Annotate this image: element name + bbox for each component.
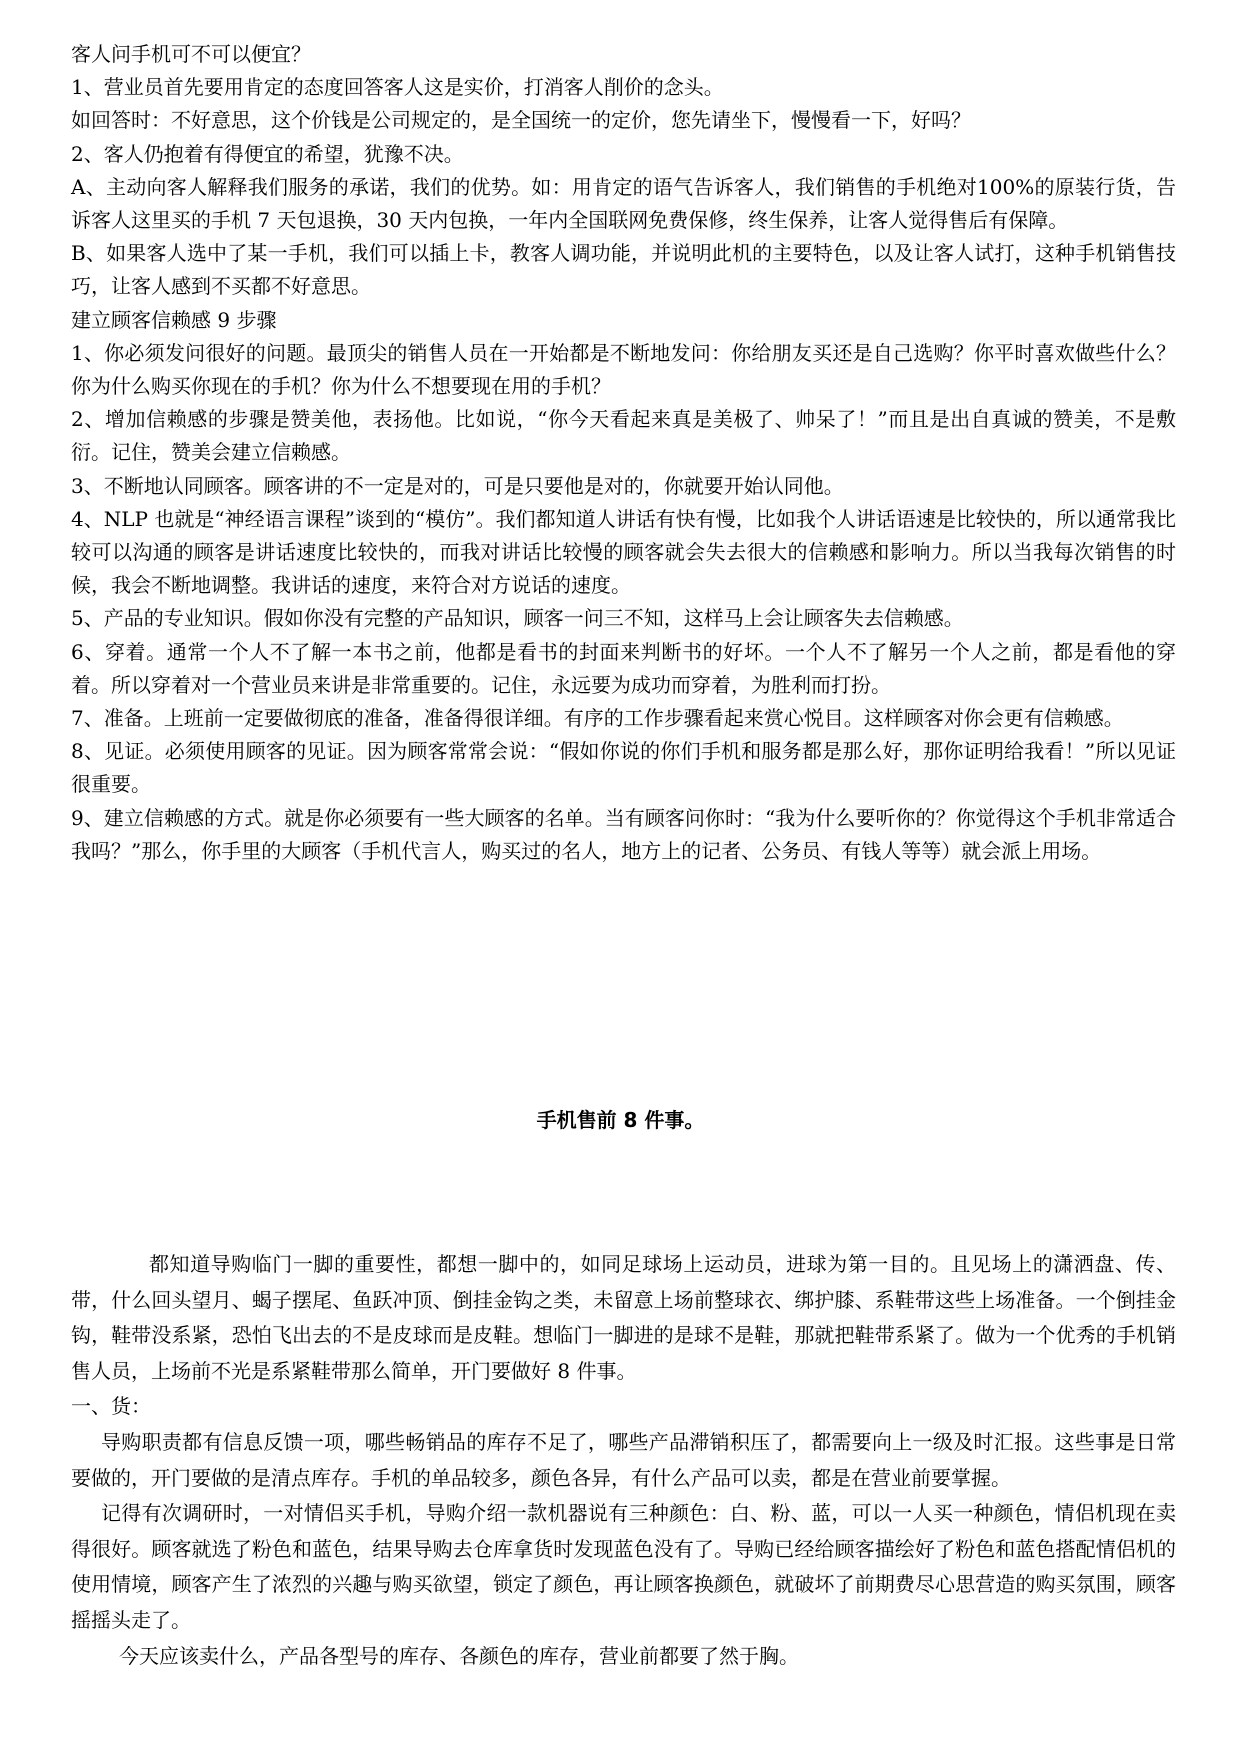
paragraph: 导购职责都有信息反馈一项，哪些畅销品的库存不足了，哪些产品滞销积压了，都需要向上一级及时汇报。这些事是日常要做的，开门要做的是清点库存。手机的单品较多，颜色各异，有什么产品可以卖，都是在营业前要掌握。: [71, 1429, 1176, 1490]
step-item: 2、增加信赖感的步骤是赞美他，表扬他。比如说，“你今天看起来真是美极了、帅呆了！”而且是出自真诚的赞美，不是敷衍。记住，赞美会建立信赖感。: [71, 407, 1176, 465]
section-presale-tasks: [71, 1247, 1176, 1674]
step-item: 6、穿着。通常一个人不了解一本书之前，他都是看书的封面来判断书的好坏。一个人不了解另一个人之前，都是看他的穿着。所以穿着对一个营业员来讲是非常重要的。记住，永远要为成功而穿着，为胜利而打扮。: [71, 639, 1176, 697]
step-item: 5、产品的专业知识。假如你没有完整的产品知识，顾客一问三不知，这样马上会让顾客失去信赖感。: [71, 606, 964, 631]
step-item: 4、NLP 也就是“神经语言课程”谈到的“模仿”。我们都知道人讲话有快有慢，比如我个人讲话语速是比较快的，所以通常我比较可以沟通的顾客是讲话速度比较快的，而我对讲话比较慢的顾客就会失去很大的信赖感和影响力。所以当我每次销售的时候，我会不断地调整。我讲话的速度，来符合对方说话的速度。: [71, 506, 1176, 598]
paragraph: B、如果客人选中了某一手机，我们可以插上卡，教客人调功能，并说明此机的主要特色，以及让客人试打，这种手机销售技巧，让客人感到不买都不好意思。: [71, 241, 1176, 299]
step-item: 7、准备。上班前一定要做彻底的准备，准备得很详细。有序的工作步骤看起来赏心悦目。这样顾客对你会更有信赖感。: [71, 706, 1124, 731]
paragraph: A、主动向客人解释我们服务的承诺，我们的优势。如：用肯定的语气告诉客人，我们销售的手机绝对100%的原装行货，告诉客人这里买的手机 7 天包退换，30 天内包换，一年内全国联网免费保修，终生保养，让客人觉得售后有保障。: [71, 174, 1176, 233]
subheading-goods: 一、货：: [71, 1394, 151, 1419]
step-item: 3、不断地认同顾客。顾客讲的不一定是对的，可是只要他是对的，你就要开始认同他。: [71, 473, 844, 498]
question-heading: 客人问手机可不可以便宜？: [71, 42, 311, 66]
section-customer-trust: [71, 38, 1176, 868]
subheading-trust-steps: 建立顾客信赖感 9 步骤: [71, 307, 277, 332]
paragraph: 如回答时：不好意思，这个价钱是公司规定的，是全国统一的定价，您先请坐下，慢慢看一下，好吗？: [71, 108, 971, 133]
paragraph: 今天应该卖什么，产品各型号的库存、各颜色的库存，营业前都要了然于胸。: [119, 1643, 799, 1668]
paragraph: 2、客人仍抱着有得便宜的希望，犹豫不决。: [71, 141, 464, 166]
paragraph: 记得有次调研时，一对情侣买手机，导购介绍一款机器说有三种颜色：白、粉、蓝，可以一人买一种颜色，情侣机现在卖得很好。顾客就选了粉色和蓝色，结果导购去仓库拿货时发现蓝色没有了。导购已经给顾客描绘好了粉色和蓝色搭配情侣机的使用情境，顾客产生了浓烈的兴趣与购买欲望，锁定了颜色，再让顾客换颜色，就破坏了前期费尽心思营造的购买氛围，顾客摇摇头走了。: [71, 1501, 1176, 1632]
step-item: 9、建立信赖感的方式。就是你必须要有一些大顾客的名单。当有顾客问你时：“我为什么要听你的？你觉得这个手机非常适合我吗？”那么，你手里的大顾客（手机代言人，购买过的名人，地方上的记者、公务员、有钱人等等）就会派上用场。: [71, 805, 1176, 863]
section-title: 手机售前 8 件事。: [536, 1108, 705, 1132]
intro-paragraph: 都知道导购临门一脚的重要性，都想一脚中的，如同足球场上运动员，进球为第一目的。且见场上的潇洒盘、传、带，什么回头望月、蝎子摆尾、鱼跃冲顶、倒挂金钩之类，未留意上场前整球衣、绑护膝、系鞋带这些上场准备。一个倒挂金钩，鞋带没系紧，恐怕飞出去的不是皮球而是皮鞋。想临门一脚进的是球不是鞋，那就把鞋带系紧了。做为一个优秀的手机销售人员，上场前不光是系紧鞋带那么简单，开门要做好 8 件事。: [71, 1252, 1176, 1383]
step-item: 8、见证。必须使用顾客的见证。因为顾客常常会说：“假如你说的你们手机和服务都是那么好，那你证明给我看！”所以见证很重要。: [71, 739, 1176, 797]
step-item: 1、你必须发问很好的问题。最顶尖的销售人员在一开始都是不断地发问：你给朋友买还是自己选购？你平时喜欢做些什么？你为什么购买你现在的手机？你为什么不想要现在用的手机？: [71, 340, 1176, 399]
paragraph: 1、营业员首先要用肯定的态度回答客人这是实价，打消客人削价的念头。: [71, 75, 724, 100]
